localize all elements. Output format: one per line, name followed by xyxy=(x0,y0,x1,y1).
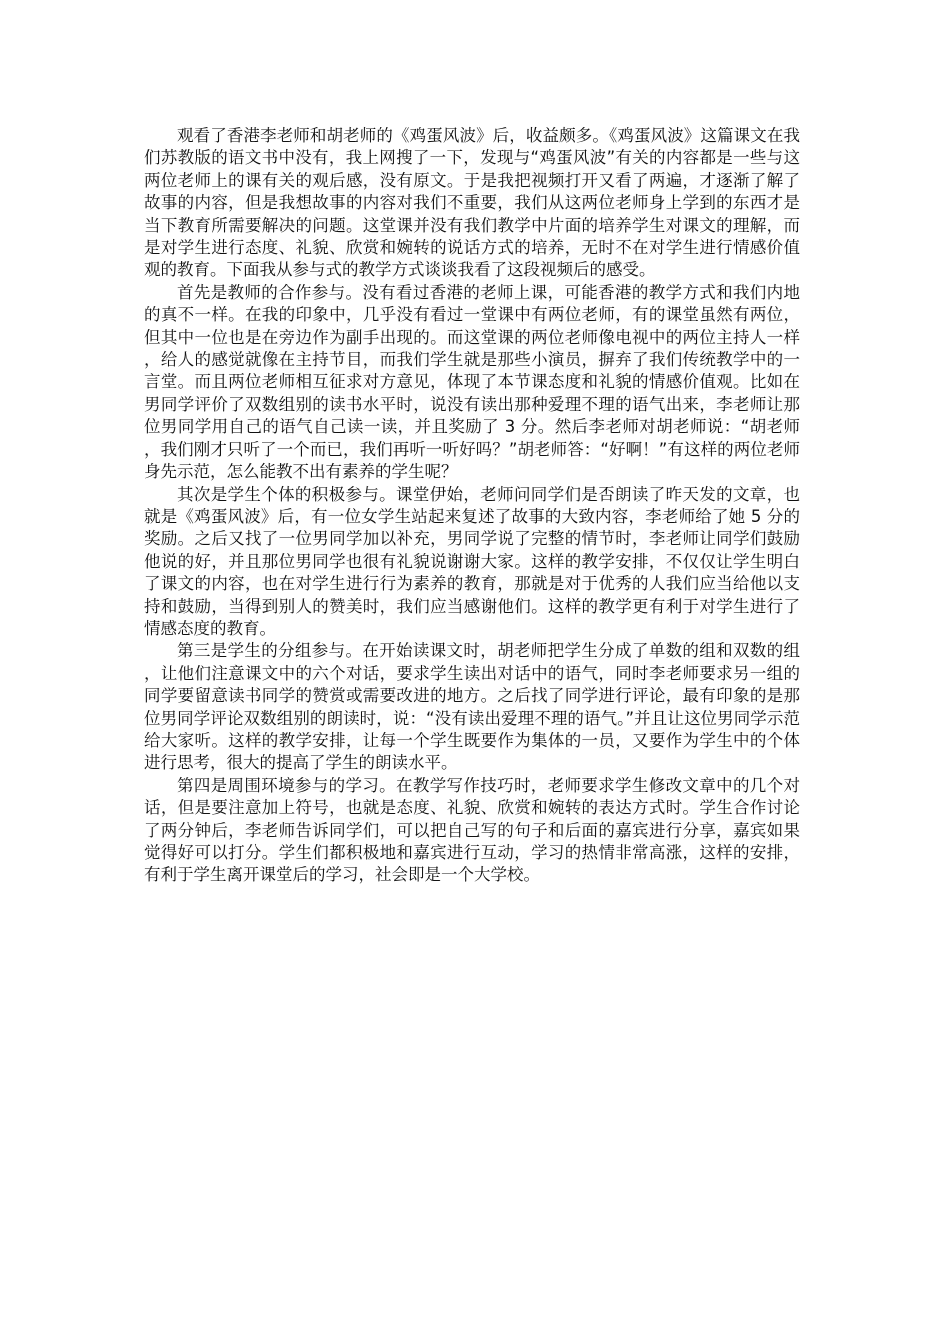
paragraph-student-participation: 其次是学生个体的积极参与。课堂伊始，老师问同学们是否朗读了昨天发的文章，也就是《鸡蛋风波》后，有一位女学生站起来复述了故事的大致内容，李老师给了她 5 分的奖励。之后又找了一位男同学加以补充，男同学说了完整的情节时，李老师让同学们鼓励他说的好，并且那位男同学也很有礼貌说谢谢大家。这样的教学安排，不仅仅让学生明白了课文的内容，也在对学生进行行为素养的教育，那就是对于优秀的人我们应当给他以支持和鼓励，当得到别人的赞美时，我们应当感谢他们。这样的教学更有利于对学生进行了情感态度的教育。 xyxy=(144,484,800,638)
paragraph-group-participation: 第三是学生的分组参与。在开始读课文时，胡老师把学生分成了单数的组和双数的组，让他们注意课文中的六个对话，要求学生读出对话中的语气，同时李老师要求另一组的同学要留意读书同学的赞赏或需要改进的地方。之后找了同学进行评论，最有印象的是那位男同学评论双数组别的朗读时，说：“没有读出爱理不理的语气。”并且让这位男同学示范给大家听。这样的教学安排，让每一个学生既要作为集体的一员，又要作为学生中的个体进行思考，很大的提高了学生的朗读水平。 xyxy=(144,641,800,773)
document-body xyxy=(144,125,800,887)
paragraph-teacher-participation: 首先是教师的合作参与。没有看过香港的老师上课，可能香港的教学方式和我们内地的真不一样。在我的印象中，几乎没有看过一堂课中有两位老师，有的课堂虽然有两位，但其中一位也是在旁边作为副手出现的。而这堂课的两位老师像电视中的两位主持人一样，给人的感觉就像在主持节目，而我们学生就是那些小演员，摒弃了我们传统教学中的一言堂。而且两位老师相互征求对方意见，体现了本节课态度和礼貌的情感价值观。比如在男同学评价了双数组别的读书水平时，说没有读出那种爱理不理的语气出来，李老师让那位男同学用自己的语气自己读一读，并且奖励了 3 分。然后李老师对胡老师说：“胡老师，我们刚才只听了一个而已，我们再听一听好吗？”胡老师答：“好啊！”有这样的两位老师身先示范，怎么能教不出有素养的学生呢？ xyxy=(144,282,800,482)
paragraph-environment-participation: 第四是周围环境参与的学习。在教学写作技巧时，老师要求学生修改文章中的几个对话，但是要注意加上符号，也就是态度、礼貌、欣赏和婉转的表达方式时。学生合作讨论了两分钟后，李老师告诉同学们，可以把自己写的句子和后面的嘉宾进行分享，嘉宾如果觉得好可以打分。学生们都积极地和嘉宾进行互动，学习的热情非常高涨，这样的安排，有利于学生离开课堂后的学习，社会即是一个大学校。 xyxy=(144,775,800,885)
paragraph-intro: 观看了香港李老师和胡老师的《鸡蛋风波》后，收益颇多。《鸡蛋风波》这篇课文在我们苏教版的语文书中没有，我上网搜了一下，发现与“鸡蛋风波”有关的内容都是一些与这两位老师上的课有关的观后感，没有原文。于是我把视频打开又看了两遍，才逐渐了解了故事的内容，但是我想故事的内容对我们不重要，我们从这两位老师身上学到的东西才是当下教育所需要解决的问题。这堂课并没有我们教学中片面的培养学生对课文的理解，而是对学生进行态度、礼貌、欣赏和婉转的说话方式的培养，无时不在对学生进行情感价值观的教育。下面我从参与式的教学方式谈谈我看了这段视频后的感受。 xyxy=(144,126,800,280)
